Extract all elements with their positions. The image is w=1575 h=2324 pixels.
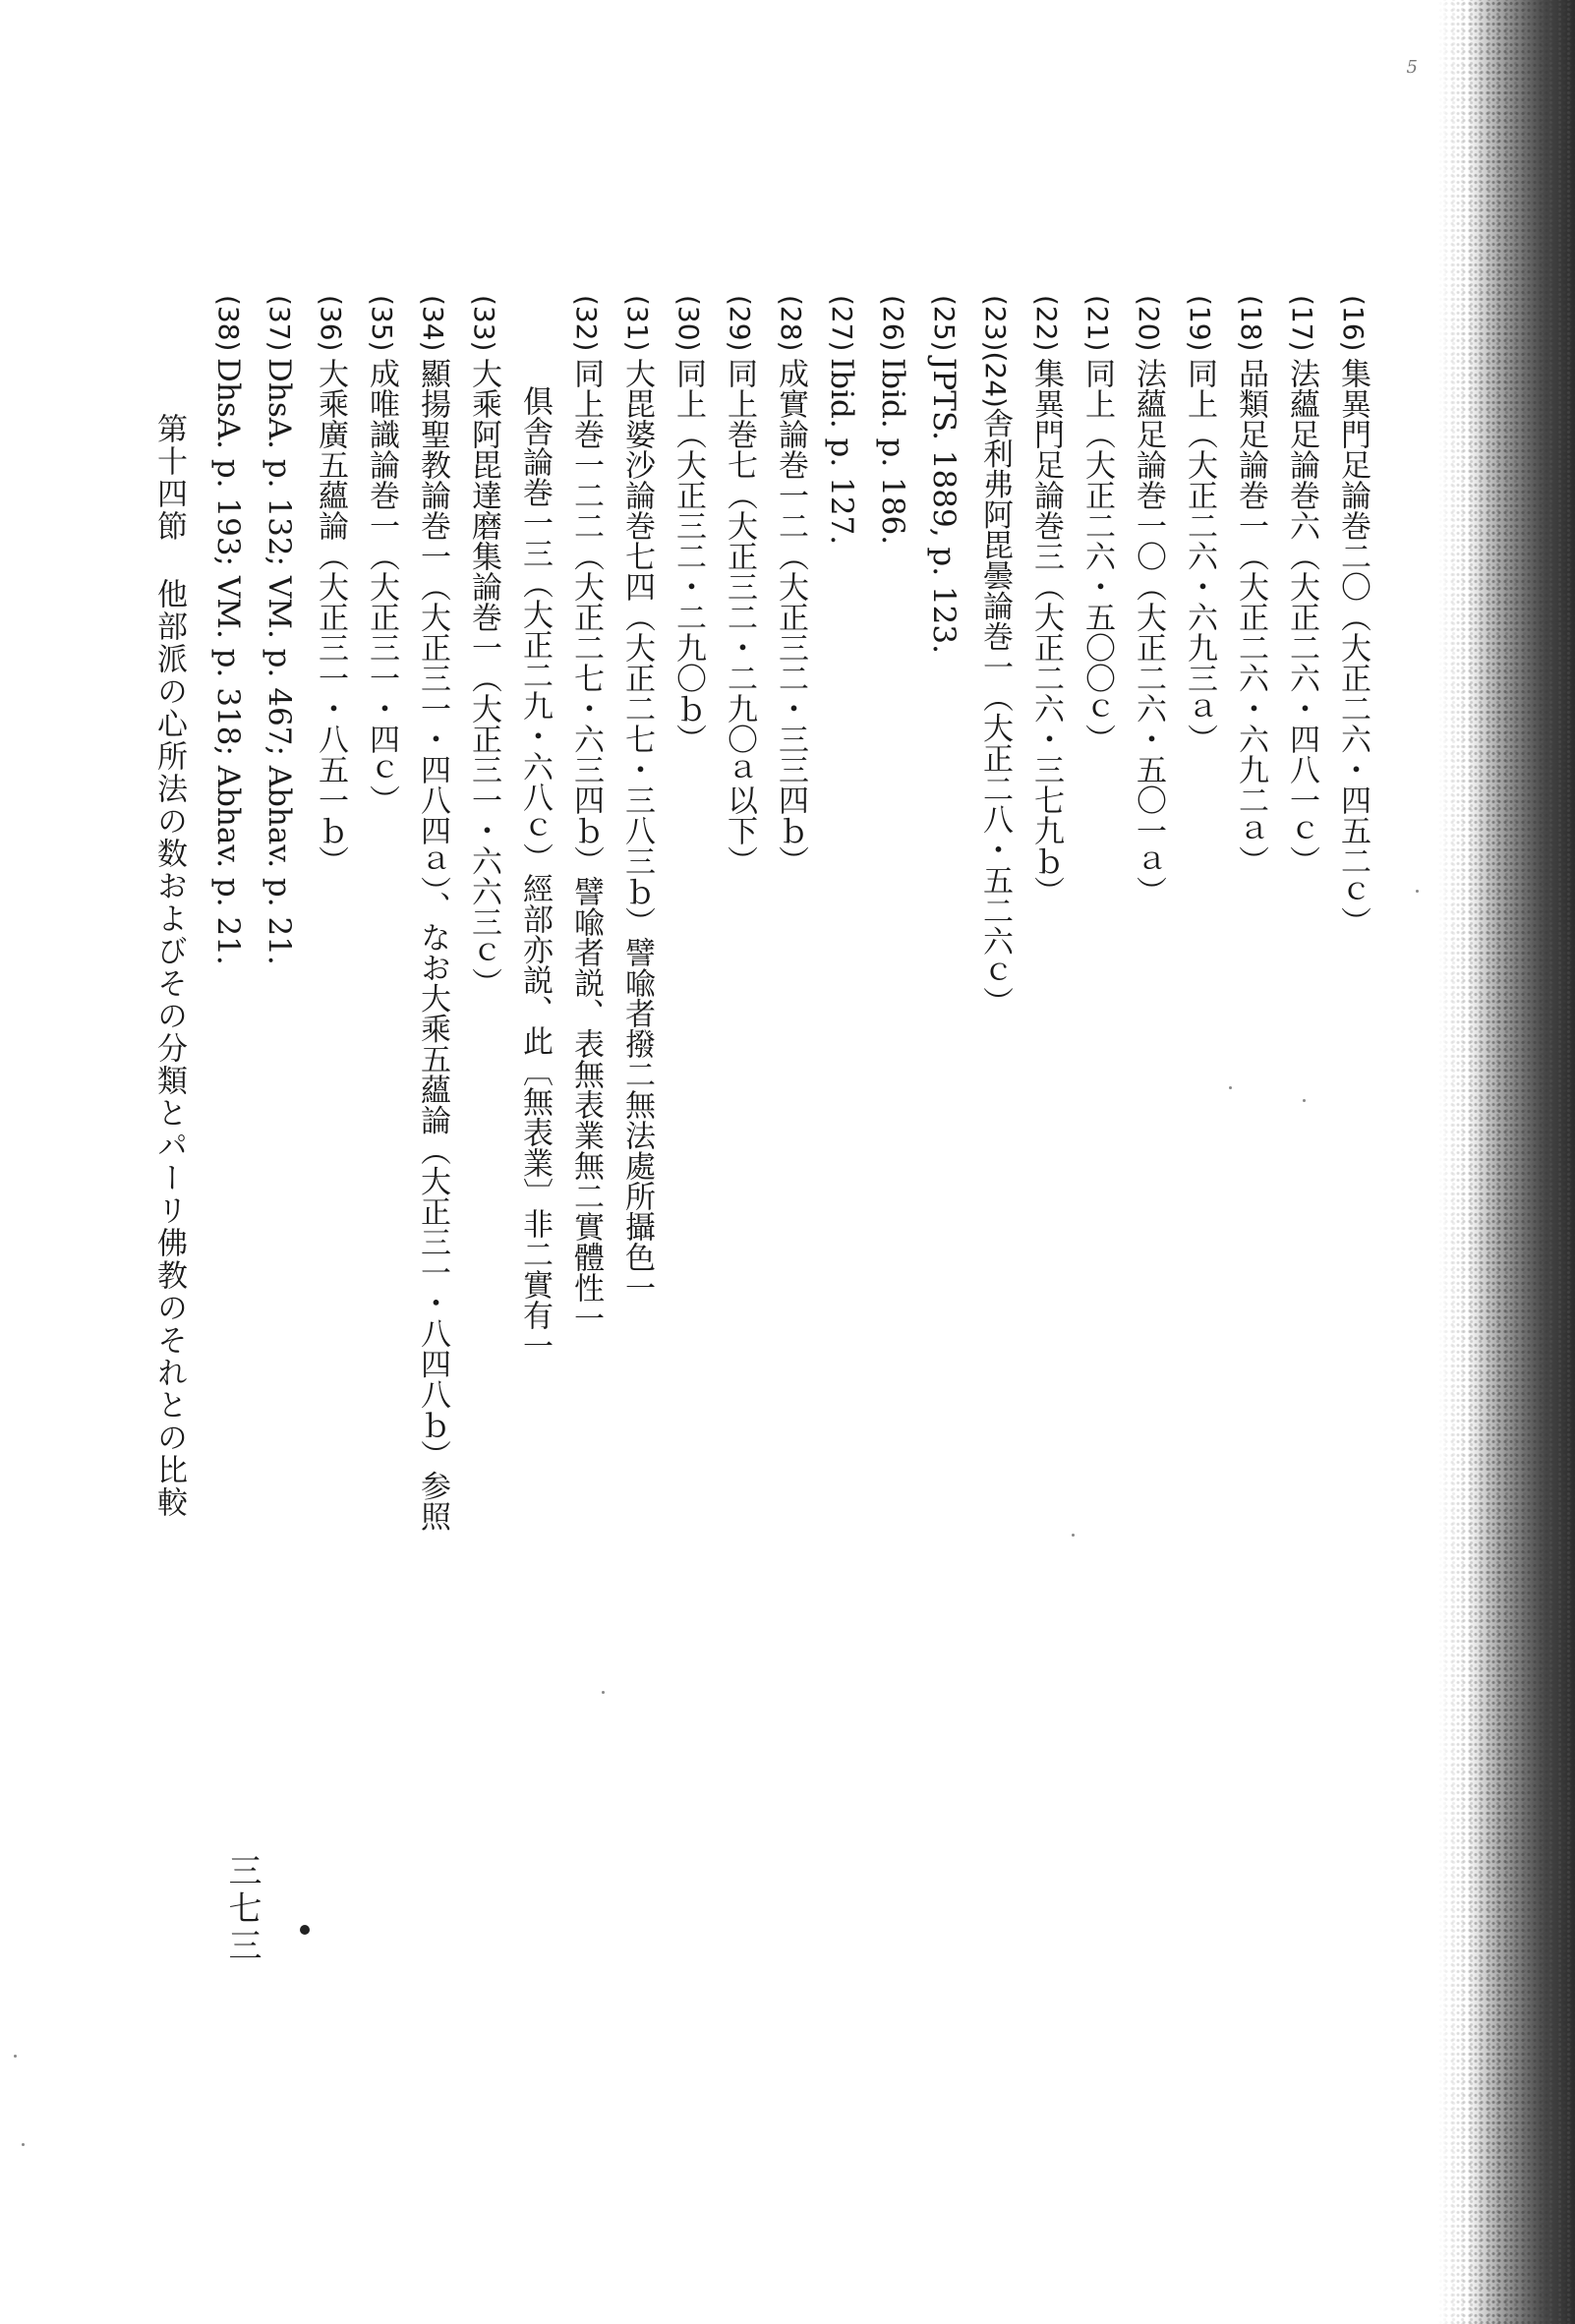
section-number: 第十四節 [151,413,187,543]
footnote-text: Ibid. p. 186. [875,358,910,546]
footnote-text: 俱舎論巻一三（大正二九・六八ｃ）經部亦説、此〔無表業〕非二實有一 [517,385,553,1361]
footnote-number: (35) [366,295,398,352]
footnote-text: 集異門足論巻三（大正二六・三七九ｂ） [1028,358,1064,906]
footnote-text: 同上（大正二六・五〇〇ｃ） [1079,358,1115,754]
footnote-number: (22) [1030,295,1063,352]
footnote-number: (33) [468,295,500,352]
page-number: 三七三 [222,1853,262,1965]
footnote-number: (25) [928,295,961,352]
ink-dot [300,1925,310,1935]
footnote [918,295,969,1986]
footnote-text: 集異門足論巻二〇（大正二六・四五二ｃ） [1335,358,1371,937]
footnote [1276,295,1327,1986]
footnote-text: 同上巻七（大正三二・二九〇ａ以下） [722,358,757,876]
footnote-text: 品類足論巻一（大正二六・六九二ａ） [1233,358,1268,876]
footnote [458,295,509,1986]
section-title: 他部派の心所法の数およびその分類とパーリ佛教のそれとの比較 [151,578,187,1519]
footnote [714,295,765,1986]
footnote-text: DhsA. p. 193; VM. p. 318; Abhav. p. 21. [210,358,246,965]
scan-speck [1072,1534,1075,1537]
footnote [305,295,356,1986]
footnote-text: 同上巻一二二（大正二七・六三四ｂ）譬喩者説、表無表業無二實體性一 [568,358,604,1333]
footnote-number: (37) [263,295,296,352]
footnote-number: (20) [1133,295,1165,352]
scan-speck [22,2143,25,2146]
footnote [969,295,1021,1986]
footnote-text: JPTS. 1889, p. 123. [926,358,962,654]
footnote [612,295,663,1986]
footnote [1327,295,1378,1986]
footnote-number: (19) [1184,295,1216,352]
footnote [1072,295,1123,1986]
footnote-text: 顯揚聖教論巻一（大正三一・四八四ａ）、なお大乘五蘊論（大正三一・八四八ｂ）参照 [415,358,450,1532]
footnote-text: 法蘊足論巻六（大正二六・四八一ｃ） [1284,358,1319,876]
footnote [765,295,816,1986]
footnote-text: 舎利弗阿毘曇論巻一（大正二八・五二六ｃ） [977,407,1013,1017]
footnote-number: (32) [570,295,603,352]
scan-speck [602,1691,605,1694]
scan-speck [1229,1086,1232,1089]
footnote-text: 大乘廣五蘊論（大正三一・八五一ｂ） [313,358,348,876]
footnote-text: 成唯識論巻一（大正三一・四ｃ） [364,358,399,815]
footnote [867,295,918,1986]
footnote-number: (23)(24) [979,295,1012,408]
footnote-number: (17) [1286,295,1318,352]
footnote-number: (18) [1235,295,1267,352]
running-section-heading [147,413,192,1519]
footnote-number: (34) [417,295,449,352]
footnote-number: (30) [672,295,705,352]
scan-speck [1416,890,1419,893]
footnote-continuation [509,295,560,1986]
footnote-number: (28) [775,295,807,352]
footnotes-list [203,295,1378,1986]
footnote [816,295,867,1986]
scan-speck [14,2055,17,2058]
footnote-number: (31) [621,295,654,352]
footnote [356,295,407,1986]
footnote [254,295,305,1986]
footnote-number: (38) [212,295,245,352]
footnote [1123,295,1174,1986]
footnote-text: 法蘊足論巻一〇（大正二六・五〇一ａ） [1131,358,1166,906]
footnote-text: 大乘阿毘達磨集論巻一（大正三一・六六三ｃ） [466,358,501,998]
footnote-number: (16) [1337,295,1370,352]
footnote [1225,295,1276,1986]
footnote-number: (26) [877,295,909,352]
footnote-number: (36) [315,295,347,352]
scan-noise [1437,0,1575,2324]
footnote [1021,295,1072,1986]
footnote-text: Ibid. p. 127. [824,358,859,546]
footnote-number: (29) [724,295,756,352]
footnote-text: 同上（大正二六・六九三ａ） [1182,358,1217,754]
footnote-text: 大毘婆沙論巻七四（大正二七・三八三ｂ）譬喩者撥二無法處所攝色一 [619,358,655,1303]
footnote [203,295,254,1986]
footnote [663,295,714,1986]
footnote-text: 成實論巻一二（大正三二・三三四ｂ） [773,358,808,876]
footnote [560,295,612,1986]
corner-mark: 5 [1406,57,1418,78]
footnote [407,295,458,1986]
footnote-number: (21) [1081,295,1114,352]
footnote-number: (27) [826,295,858,352]
scan-speck [1303,1099,1306,1102]
footnote [1174,295,1225,1986]
footnote-text: DhsA. p. 132; VM. p. 467; Abhav. p. 21. [262,358,297,965]
footnote-text: 同上（大正三二・二九〇ｂ） [671,358,706,754]
